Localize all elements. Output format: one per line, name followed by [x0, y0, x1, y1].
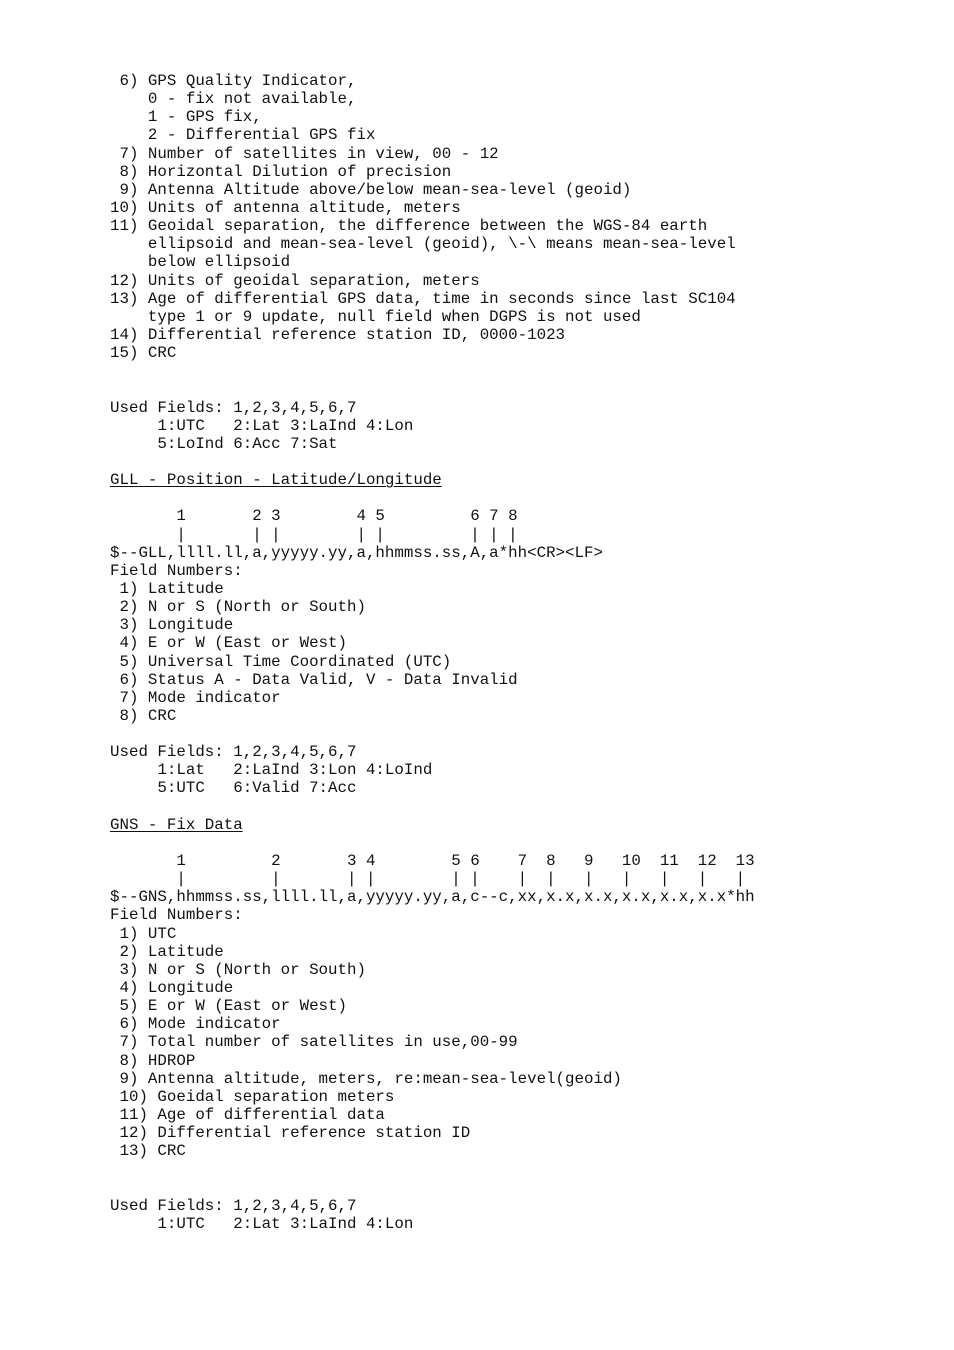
text-line: 7) Number of satellites in view, 00 - 12: [110, 144, 499, 163]
text-line: 13) CRC: [110, 1142, 186, 1161]
text-line: $--GLL,llll.ll,a,yyyyy.yy,a,hhmmss.ss,A,a*hh<CR><LF>: [110, 543, 603, 562]
blank-line: [110, 798, 930, 816]
text-line: 7) Total number of satellites in use,00-99: [110, 1033, 518, 1052]
text-line: 13) Age of differential GPS data, time in seconds since last SC104: [110, 289, 736, 308]
text-line: type 1 or 9 update, null field when DGPS is not used: [110, 307, 641, 326]
text-line: 4) E or W (East or West): [110, 634, 347, 653]
text-line: Used Fields: 1,2,3,4,5,6,7: [110, 398, 357, 417]
blank-line: [110, 380, 930, 398]
text-line: 3) Longitude: [110, 616, 234, 635]
text-line: 5) Universal Time Coordinated (UTC): [110, 652, 452, 671]
text-line: $--GNS,hhmmss.ss,llll.ll,a,yyyyy.yy,a,c--c,xx,x.x,x.x,x.x,x.x,x.x*hh: [110, 888, 755, 907]
text-line: 6) GPS Quality Indicator,: [110, 72, 357, 90]
text-line: 9) Antenna altitude, meters, re:mean-sea-level(geoid): [110, 1069, 622, 1088]
text-line: 9) Antenna Altitude above/below mean-sea-level (geoid): [110, 180, 632, 199]
text-line: 1) UTC: [110, 924, 177, 943]
text-line: 2) Latitude: [110, 942, 224, 961]
text-line: Field Numbers:: [110, 906, 243, 925]
text-line: 6) Mode indicator: [110, 1015, 281, 1034]
text-line: 0 - fix not available,: [110, 90, 357, 109]
blank-line: [110, 362, 930, 380]
text-line: 10) Units of antenna altitude, meters: [110, 198, 461, 217]
blank-line: [110, 1160, 930, 1178]
text-line: | | | | | | | |: [110, 525, 518, 544]
text-line: 11) Age of differential data: [110, 1106, 385, 1125]
text-line: 1:UTC 2:Lat 3:LaInd 4:Lon: [110, 1214, 414, 1233]
text-line: 8) CRC: [110, 706, 177, 725]
section-heading: [110, 816, 930, 834]
text-line: 4) Longitude: [110, 979, 234, 998]
text-line: 5:UTC 6:Valid 7:Acc: [110, 779, 357, 798]
text-line: 5:LoInd 6:Acc 7:Sat: [110, 434, 338, 453]
text-line: 1:Lat 2:LaInd 3:Lon 4:LoInd: [110, 761, 433, 780]
blank-line: [110, 489, 930, 507]
text-line: 1:UTC 2:Lat 3:LaInd 4:Lon: [110, 416, 414, 435]
text-line: Used Fields: 1,2,3,4,5,6,7: [110, 743, 357, 762]
text-line: 2 - Differential GPS fix: [110, 126, 376, 145]
section-heading: [110, 471, 930, 489]
text-line: 1 - GPS fix,: [110, 108, 262, 127]
text-line: 1 2 3 4 5 6 7 8: [110, 507, 518, 526]
text-line: below ellipsoid: [110, 253, 291, 272]
document-page: [110, 72, 930, 1233]
text-line: 1) Latitude: [110, 579, 224, 598]
text-line: 8) Horizontal Dilution of precision: [110, 162, 452, 181]
text-line: 7) Mode indicator: [110, 688, 281, 707]
text-line: ellipsoid and mean-sea-level (geoid), \-\ means mean-sea-level: [110, 235, 736, 254]
blank-line: [110, 1179, 930, 1197]
text-line: 1 2 3 4 5 6 7 8 9 10 11 12 13: [110, 852, 755, 871]
text-line: 12) Differential reference station ID: [110, 1124, 471, 1143]
section-heading-text: GLL - Position - Latitude/Longitude: [110, 471, 442, 490]
text-line: | | | | | | | | | | | | |: [110, 870, 746, 889]
text-line: 5) E or W (East or West): [110, 997, 347, 1016]
text-line: Field Numbers:: [110, 561, 243, 580]
text-line: 10) Goeidal separation meters: [110, 1087, 395, 1106]
text-line: Used Fields: 1,2,3,4,5,6,7: [110, 1196, 357, 1215]
blank-line: [110, 453, 930, 471]
text-line: 14) Differential reference station ID, 0000-1023: [110, 325, 566, 344]
text-line: 11) Geoidal separation, the difference between the WGS-84 earth: [110, 217, 708, 236]
text-line: 12) Units of geoidal separation, meters: [110, 271, 480, 290]
text-line: 3) N or S (North or South): [110, 960, 366, 979]
blank-line: [110, 725, 930, 743]
text-line: 2) N or S (North or South): [110, 598, 366, 617]
text-line: 6) Status A - Data Valid, V - Data Invalid: [110, 670, 518, 689]
blank-line: [110, 834, 930, 852]
section-heading-text: GNS - Fix Data: [110, 815, 243, 834]
text-line: 8) HDROP: [110, 1051, 196, 1070]
text-line: 15) CRC: [110, 344, 177, 363]
